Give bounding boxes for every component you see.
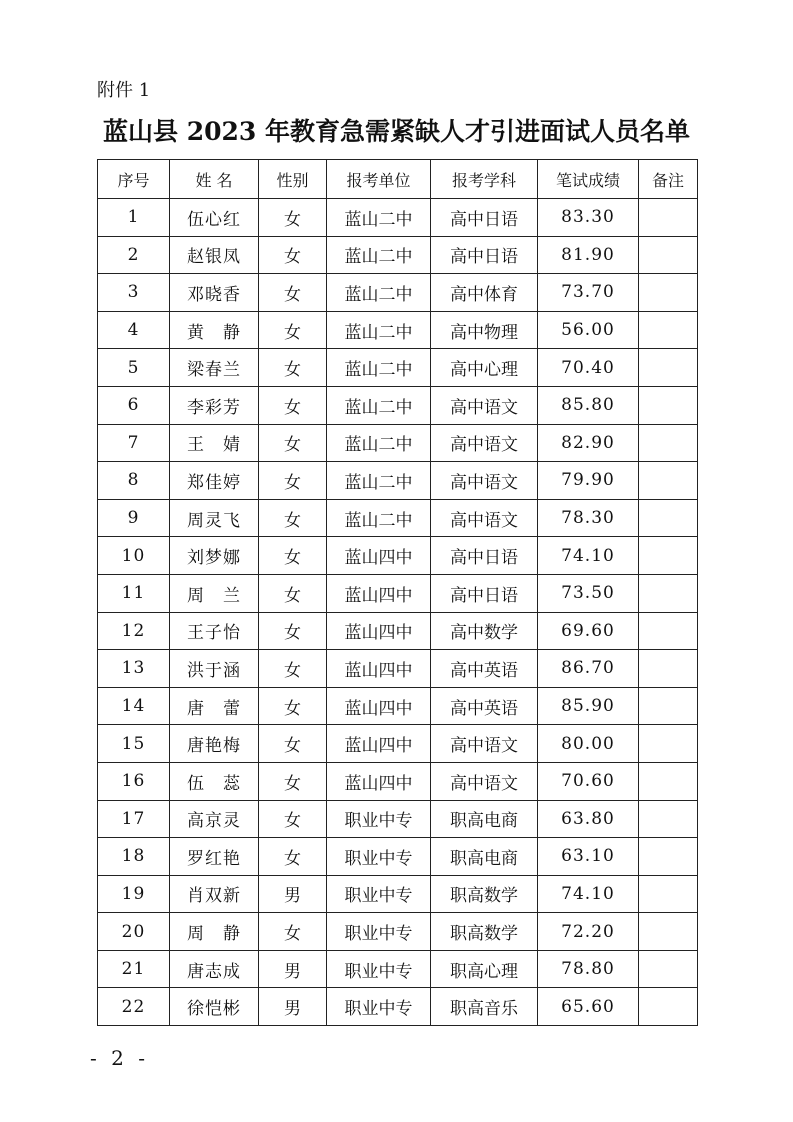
cell-unit: 蓝山四中	[327, 612, 431, 650]
table-row	[98, 913, 698, 951]
cell-unit: 蓝山二中	[327, 236, 431, 274]
cell-score: 81.90	[538, 236, 639, 274]
cell-name: 高京灵	[170, 800, 259, 838]
cell-unit: 蓝山四中	[327, 687, 431, 725]
table-row	[98, 274, 698, 312]
header-seq: 序号	[98, 160, 170, 199]
cell-name: 唐 蕾	[170, 687, 259, 725]
cell-subject: 职高数学	[431, 913, 538, 951]
table-row	[98, 687, 698, 725]
table-row	[98, 838, 698, 876]
cell-remark	[639, 875, 698, 913]
cell-subject: 高中语文	[431, 499, 538, 537]
header-remark: 备注	[639, 160, 698, 199]
table-row	[98, 462, 698, 500]
cell-remark	[639, 274, 698, 312]
table-row	[98, 612, 698, 650]
cell-unit: 蓝山二中	[327, 462, 431, 500]
cell-name: 伍心红	[170, 199, 259, 237]
cell-gender: 男	[259, 950, 327, 988]
cell-gender: 女	[259, 499, 327, 537]
cell-name: 唐艳梅	[170, 725, 259, 763]
cell-score: 63.80	[538, 800, 639, 838]
cell-seq: 9	[98, 499, 170, 537]
cell-remark	[639, 725, 698, 763]
table-row	[98, 349, 698, 387]
cell-score: 65.60	[538, 988, 639, 1026]
table-row	[98, 875, 698, 913]
cell-seq: 4	[98, 311, 170, 349]
cell-seq: 11	[98, 574, 170, 612]
cell-score: 83.30	[538, 199, 639, 237]
cell-score: 85.80	[538, 386, 639, 424]
cell-subject: 高中日语	[431, 574, 538, 612]
cell-gender: 女	[259, 349, 327, 387]
cell-gender: 女	[259, 199, 327, 237]
table-row	[98, 650, 698, 688]
cell-unit: 职业中专	[327, 988, 431, 1026]
cell-remark	[639, 462, 698, 500]
cell-seq: 20	[98, 913, 170, 951]
cell-name: 赵银凤	[170, 236, 259, 274]
cell-subject: 高中日语	[431, 199, 538, 237]
cell-score: 82.90	[538, 424, 639, 462]
cell-score: 69.60	[538, 612, 639, 650]
cell-name: 唐志成	[170, 950, 259, 988]
cell-seq: 22	[98, 988, 170, 1026]
cell-score: 73.70	[538, 274, 639, 312]
cell-remark	[639, 537, 698, 575]
header-unit: 报考单位	[327, 160, 431, 199]
cell-gender: 女	[259, 274, 327, 312]
cell-gender: 女	[259, 687, 327, 725]
cell-subject: 职高数学	[431, 875, 538, 913]
cell-gender: 女	[259, 537, 327, 575]
cell-subject: 高中语文	[431, 386, 538, 424]
cell-remark	[639, 199, 698, 237]
cell-gender: 女	[259, 386, 327, 424]
table-row	[98, 236, 698, 274]
cell-seq: 1	[98, 199, 170, 237]
cell-name: 刘梦娜	[170, 537, 259, 575]
cell-subject: 高中语文	[431, 424, 538, 462]
cell-gender: 女	[259, 311, 327, 349]
cell-remark	[639, 236, 698, 274]
cell-subject: 职高心理	[431, 950, 538, 988]
cell-gender: 男	[259, 875, 327, 913]
cell-subject: 高中数学	[431, 612, 538, 650]
cell-remark	[639, 499, 698, 537]
attachment-label: 附件 1	[97, 80, 151, 101]
cell-remark	[639, 762, 698, 800]
cell-subject: 高中物理	[431, 311, 538, 349]
cell-name: 徐恺彬	[170, 988, 259, 1026]
header-name: 姓 名	[170, 160, 259, 199]
cell-remark	[639, 838, 698, 876]
cell-score: 63.10	[538, 838, 639, 876]
table-row	[98, 499, 698, 537]
cell-gender: 女	[259, 574, 327, 612]
cell-seq: 17	[98, 800, 170, 838]
cell-gender: 男	[259, 988, 327, 1026]
cell-gender: 女	[259, 838, 327, 876]
cell-seq: 15	[98, 725, 170, 763]
document-title: 蓝山县 2023 年教育急需紧缺人才引进面试人员名单	[103, 117, 690, 146]
cell-unit: 蓝山二中	[327, 199, 431, 237]
cell-subject: 高中日语	[431, 537, 538, 575]
cell-remark	[639, 386, 698, 424]
cell-subject: 高中语文	[431, 725, 538, 763]
cell-remark	[639, 612, 698, 650]
cell-name: 李彩芳	[170, 386, 259, 424]
cell-remark	[639, 574, 698, 612]
cell-name: 王 婧	[170, 424, 259, 462]
cell-unit: 蓝山二中	[327, 311, 431, 349]
cell-seq: 10	[98, 537, 170, 575]
cell-unit: 蓝山四中	[327, 574, 431, 612]
cell-seq: 16	[98, 762, 170, 800]
header-score: 笔试成绩	[538, 160, 639, 199]
cell-gender: 女	[259, 800, 327, 838]
cell-remark	[639, 950, 698, 988]
table-row	[98, 199, 698, 237]
cell-seq: 7	[98, 424, 170, 462]
cell-seq: 3	[98, 274, 170, 312]
page-number: - 2 -	[90, 1046, 149, 1070]
cell-score: 73.50	[538, 574, 639, 612]
cell-name: 邓晓香	[170, 274, 259, 312]
cell-subject: 职高音乐	[431, 988, 538, 1026]
header-gender: 性别	[259, 160, 327, 199]
cell-unit: 蓝山四中	[327, 725, 431, 763]
cell-name: 周灵飞	[170, 499, 259, 537]
table-row	[98, 311, 698, 349]
candidate-table	[97, 159, 698, 1026]
table-header-row	[98, 160, 698, 199]
cell-subject: 高中语文	[431, 762, 538, 800]
cell-unit: 职业中专	[327, 875, 431, 913]
cell-score: 70.40	[538, 349, 639, 387]
cell-name: 梁春兰	[170, 349, 259, 387]
cell-remark	[639, 349, 698, 387]
cell-seq: 6	[98, 386, 170, 424]
cell-remark	[639, 311, 698, 349]
cell-gender: 女	[259, 462, 327, 500]
table-row	[98, 424, 698, 462]
cell-name: 周 静	[170, 913, 259, 951]
cell-seq: 12	[98, 612, 170, 650]
table-row	[98, 950, 698, 988]
cell-score: 56.00	[538, 311, 639, 349]
cell-gender: 女	[259, 236, 327, 274]
table-row	[98, 386, 698, 424]
cell-gender: 女	[259, 650, 327, 688]
cell-unit: 职业中专	[327, 838, 431, 876]
cell-seq: 18	[98, 838, 170, 876]
cell-unit: 蓝山二中	[327, 499, 431, 537]
cell-subject: 高中心理	[431, 349, 538, 387]
cell-seq: 14	[98, 687, 170, 725]
cell-score: 85.90	[538, 687, 639, 725]
table-row	[98, 537, 698, 575]
cell-subject: 高中英语	[431, 650, 538, 688]
cell-subject: 高中英语	[431, 687, 538, 725]
header-subject: 报考学科	[431, 160, 538, 199]
table-row	[98, 800, 698, 838]
cell-name: 伍 蕊	[170, 762, 259, 800]
cell-gender: 女	[259, 424, 327, 462]
cell-score: 79.90	[538, 462, 639, 500]
cell-seq: 21	[98, 950, 170, 988]
cell-score: 78.30	[538, 499, 639, 537]
cell-unit: 职业中专	[327, 913, 431, 951]
cell-unit: 蓝山二中	[327, 274, 431, 312]
cell-remark	[639, 650, 698, 688]
cell-score: 78.80	[538, 950, 639, 988]
cell-unit: 职业中专	[327, 800, 431, 838]
cell-unit: 蓝山二中	[327, 386, 431, 424]
cell-name: 王子怡	[170, 612, 259, 650]
cell-score: 72.20	[538, 913, 639, 951]
cell-name: 周 兰	[170, 574, 259, 612]
cell-seq: 8	[98, 462, 170, 500]
table-row	[98, 725, 698, 763]
cell-subject: 高中体育	[431, 274, 538, 312]
table-row	[98, 762, 698, 800]
cell-score: 70.60	[538, 762, 639, 800]
cell-unit: 蓝山四中	[327, 650, 431, 688]
cell-remark	[639, 800, 698, 838]
cell-seq: 2	[98, 236, 170, 274]
cell-gender: 女	[259, 913, 327, 951]
cell-seq: 13	[98, 650, 170, 688]
cell-name: 郑佳婷	[170, 462, 259, 500]
cell-remark	[639, 424, 698, 462]
cell-unit: 职业中专	[327, 950, 431, 988]
cell-score: 74.10	[538, 537, 639, 575]
cell-score: 86.70	[538, 650, 639, 688]
cell-remark	[639, 913, 698, 951]
cell-seq: 19	[98, 875, 170, 913]
cell-remark	[639, 687, 698, 725]
cell-gender: 女	[259, 762, 327, 800]
cell-unit: 蓝山四中	[327, 537, 431, 575]
cell-unit: 蓝山二中	[327, 424, 431, 462]
cell-unit: 蓝山四中	[327, 762, 431, 800]
cell-unit: 蓝山二中	[327, 349, 431, 387]
cell-name: 洪于涵	[170, 650, 259, 688]
cell-name: 罗红艳	[170, 838, 259, 876]
cell-remark	[639, 988, 698, 1026]
cell-gender: 女	[259, 612, 327, 650]
cell-gender: 女	[259, 725, 327, 763]
cell-subject: 职高电商	[431, 800, 538, 838]
cell-score: 80.00	[538, 725, 639, 763]
table-row	[98, 574, 698, 612]
cell-name: 黄 静	[170, 311, 259, 349]
cell-subject: 职高电商	[431, 838, 538, 876]
cell-subject: 高中日语	[431, 236, 538, 274]
cell-subject: 高中语文	[431, 462, 538, 500]
table-row	[98, 988, 698, 1026]
cell-score: 74.10	[538, 875, 639, 913]
cell-name: 肖双新	[170, 875, 259, 913]
cell-seq: 5	[98, 349, 170, 387]
